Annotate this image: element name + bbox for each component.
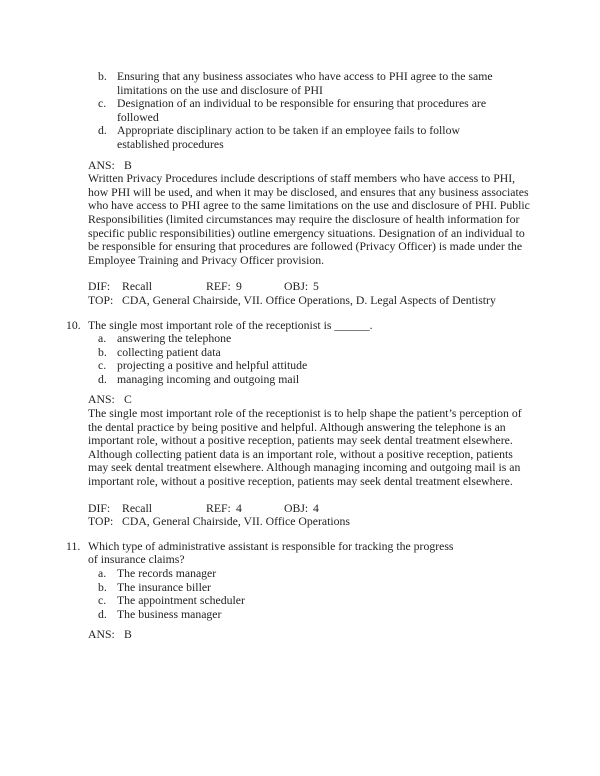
- obj-label: OBJ:: [284, 280, 309, 294]
- question-row: [0, 540, 600, 567]
- option-text: Designation of an individual to be responsible for ensuring that procedures are followed: [117, 97, 487, 124]
- question-row: [0, 319, 600, 333]
- ref-label: REF:: [206, 501, 231, 515]
- rationale-text: The single most important role of the receptionist is to help shape the patient’s perception of the dental practice by being positive and helpful. Although answering the telephone is an important role, without a positive reception, patients may seek dental treatment elsewhere. Although collecting patient data is an important role, without a positive reception, patients may seek dental treatment elsewhere. Although managing incoming and outgoing mail is an important role, without a positive reception, patients may seek dental treatment elsewhere.: [88, 407, 522, 489]
- option-row: [98, 346, 600, 360]
- option-row: [98, 97, 600, 124]
- option-text: The insurance biller: [117, 580, 211, 594]
- option-letter: c.: [98, 594, 107, 608]
- obj-value: 5: [313, 280, 319, 294]
- option-letter: b.: [98, 345, 107, 359]
- answer-line: [88, 393, 600, 407]
- option-text: answering the telephone: [117, 332, 232, 346]
- ref-field: [206, 502, 284, 516]
- option-letter: a.: [98, 332, 107, 346]
- question-number: 10.: [66, 318, 81, 332]
- option-row: [98, 332, 600, 346]
- option-text: The records manager: [117, 567, 217, 580]
- answer-value: B: [124, 158, 132, 172]
- question-text: The single most important role of the receptionist is ______.: [88, 318, 373, 332]
- topic-line: [88, 294, 600, 308]
- topic-line: [88, 515, 600, 529]
- classification-line: [88, 502, 600, 516]
- option-text: The appointment scheduler: [117, 594, 245, 608]
- option-row: [98, 567, 600, 581]
- option-row: [98, 581, 600, 595]
- question-number: 11.: [66, 539, 81, 553]
- option-letter: a.: [98, 567, 107, 580]
- answer-value: B: [124, 628, 132, 642]
- option-row: [98, 608, 600, 622]
- option-text: Ensuring that any business associates who have access to PHI agree to the same limitations on the use and disclosure of PHI: [117, 70, 493, 97]
- answer-label: ANS:: [88, 628, 115, 642]
- dif-label: DIF:: [88, 501, 111, 515]
- obj-field: [284, 280, 319, 294]
- ref-field: [206, 280, 284, 294]
- option-row: [98, 359, 600, 373]
- option-letter: b.: [98, 580, 107, 594]
- option-letter: d.: [98, 124, 107, 138]
- option-text: The business manager: [117, 607, 222, 621]
- answer-value: C: [124, 393, 132, 407]
- ref-label: REF:: [206, 280, 231, 294]
- option-row: [98, 373, 600, 387]
- option-letter: b.: [98, 70, 107, 83]
- dif-value: Recall: [122, 280, 153, 294]
- ref-value: 9: [236, 280, 242, 294]
- topic-value: CDA, General Chairside, VII. Office Operations: [122, 515, 350, 529]
- obj-field: [284, 502, 319, 516]
- rationale-text: Written Privacy Procedures include descriptions of staff members who have access to PHI, how PHI will be used, and when it may be disclosed, and ensures that any business associates who have access to PHI agree to the same limitations on the use and disclosure of PHI. Public Responsibilities (limited circumstances may require the disclosure of health information for specific public responsibilities) outline emergency situations. Designation of an individual to be responsible for ensuring that procedures are followed (Privacy Officer) is made under the Employee Training and Privacy Officer provision.: [88, 172, 530, 267]
- option-row: [98, 70, 600, 97]
- option-text: managing incoming and outgoing mail: [117, 372, 300, 386]
- obj-value: 4: [313, 501, 319, 515]
- option-letter: d.: [98, 372, 107, 386]
- obj-label: OBJ:: [284, 501, 309, 515]
- answer-label: ANS:: [88, 158, 115, 172]
- topic-value: CDA, General Chairside, VII. Office Operations, D. Legal Aspects of Dentistry: [122, 293, 496, 307]
- option-letter: c.: [98, 97, 107, 111]
- option-letter: c.: [98, 359, 107, 373]
- option-row: [98, 594, 600, 608]
- option-text: Appropriate disciplinary action to be taken if an employee fails to follow established procedures: [117, 124, 460, 151]
- answer-label: ANS:: [88, 393, 115, 407]
- question-text: Which type of administrative assistant is responsible for tracking the progress of insurance claims?: [88, 539, 454, 567]
- topic-label: TOP:: [88, 293, 114, 307]
- dif-field: [88, 280, 206, 294]
- dif-label: DIF:: [88, 280, 111, 294]
- option-row: [98, 124, 600, 151]
- option-text: collecting patient data: [117, 345, 221, 359]
- option-text: projecting a positive and helpful attitude: [117, 359, 308, 373]
- ref-value: 4: [236, 501, 242, 515]
- dif-field: [88, 502, 206, 516]
- topic-label: TOP:: [88, 515, 114, 529]
- answer-line: [88, 628, 600, 642]
- option-letter: d.: [98, 607, 107, 621]
- classification-line: [88, 280, 600, 294]
- dif-value: Recall: [122, 501, 153, 515]
- answer-line: [88, 159, 600, 173]
